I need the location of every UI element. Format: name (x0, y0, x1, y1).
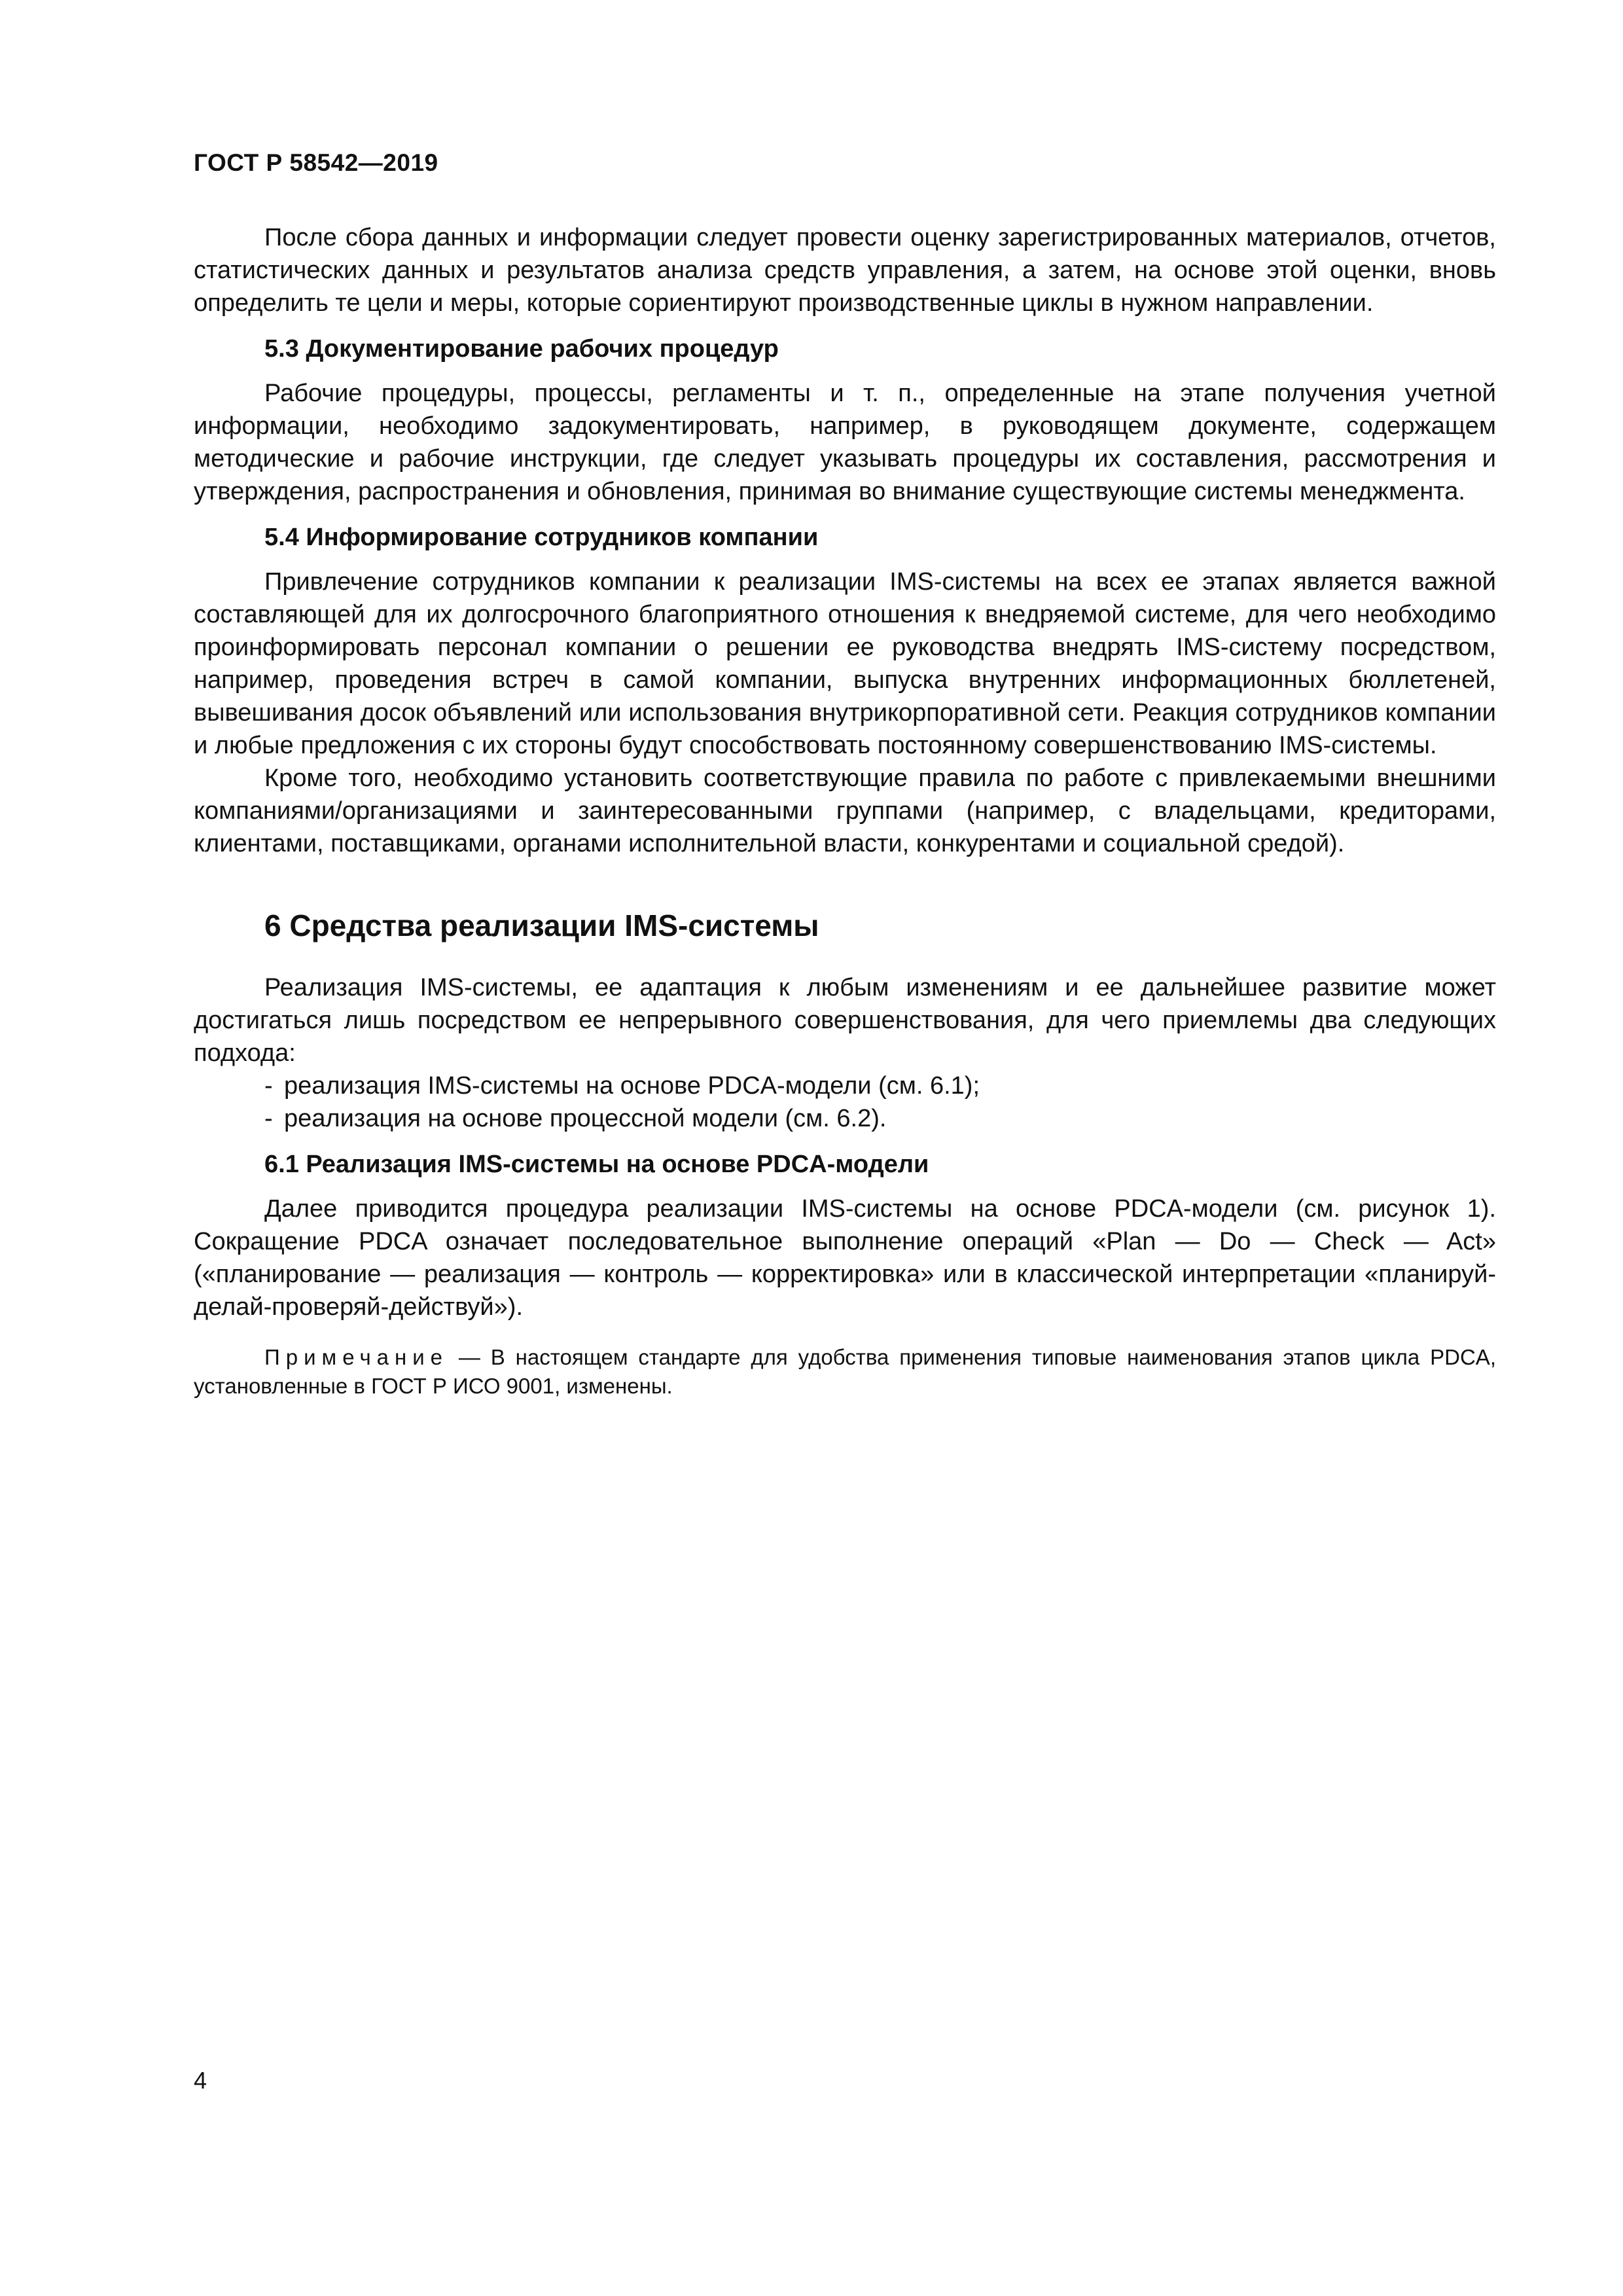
list-item (194, 1102, 1496, 1135)
section-5-4-paragraph-2: Кроме того, необходимо установить соответствующие правила по работе с привлекаемыми внешними компаниями/организациями и заинтересованными группами (например, с владельцами, кредиторами, клиентами, поставщиками, органами исполнительной власти, конкурентами и социальной средой). (194, 764, 1496, 857)
intro-paragraph: После сбора данных и информации следует провести оценку зарегистрированных материалов, отчетов, статистических данных и результатов анализа средств управления, а затем, на основе этой оценки, вновь определить те цели и меры, которые сориентируют производственные циклы в нужном направлении. (194, 224, 1496, 317)
section-6-paragraph: Реализация IMS-системы, ее адаптация к любым изменениям и ее дальнейшее развитие может достигаться лишь посредством ее непрерывного совершенствования, для чего приемлемы два следующих подхода: (194, 974, 1496, 1067)
section-5-3-heading: 5.3 Документирование рабочих процедур (264, 335, 779, 363)
list-item-text: реализация IMS-системы на основе PDCA-модели (см. 6.1); (284, 1072, 980, 1100)
section-6-approaches-list (194, 1069, 1496, 1135)
section-5-3-paragraph: Рабочие процедуры, процессы, регламенты и т. п., определенные на этапе получения учетной информации, необходимо задокументировать, например, в руководящем документе, содержащем методические и рабочие инструкции, где следует указывать процедуры их составления, рассмотрения и утверждения, распространения и обновления, принимая во внимание существующие системы менеджмента. (194, 380, 1496, 505)
note-text: — В настоящем стандарте для удобства применения типовые наименования этапов цикла PDCA, установленные в ГОСТ Р ИСО 9001, изменены. (194, 1345, 1496, 1398)
note-label: Примечание (264, 1345, 449, 1369)
page-number: 4 (194, 2067, 207, 2094)
list-item-text: реализация на основе процессной модели (см. 6.2). (284, 1105, 887, 1132)
note (194, 1343, 1496, 1401)
document-body (194, 221, 1496, 1422)
section-6-1-heading: 6.1 Реализация IMS-системы на основе PDCA-модели (264, 1151, 929, 1178)
list-item (194, 1069, 1496, 1102)
section-6-1-paragraph: Далее приводится процедура реализации IMS-системы на основе PDCA-модели (см. рисунок 1). Сокращение PDCA означает последовательное выполнение операций «Plan — Do — Check — Act» («планирование — реализация — контроль — корректировка» или в классической интерпретации «планируй-делай-проверяй-действуй»). (194, 1195, 1496, 1321)
list-marker: - (264, 1105, 273, 1132)
section-5-4-paragraph-1: Привлечение сотрудников компании к реализации IMS-системы на всех ее этапах является важной составляющей для их долгосрочного благоприятного отношения к внедряемой системе, для чего необходимо проинформировать персонал компании о решении ее руководства внедрять IMS-систему посредством, например, проведения встреч в самой компании, выпуска внутренних информационных бюллетеней, вывешивания досок объявлений или использования внутрикорпоративной сети. Реакция сотрудников компании и любые предложения с их стороны будут способствовать постоянному совершенствованию IMS-системы. (194, 568, 1496, 759)
section-6-title: 6 Средства реализации IMS-системы (264, 908, 819, 942)
document-standard-code: ГОСТ Р 58542—2019 (194, 149, 438, 176)
section-5-4-heading: 5.4 Информирование сотрудников компании (264, 524, 819, 551)
list-marker: - (264, 1072, 273, 1100)
